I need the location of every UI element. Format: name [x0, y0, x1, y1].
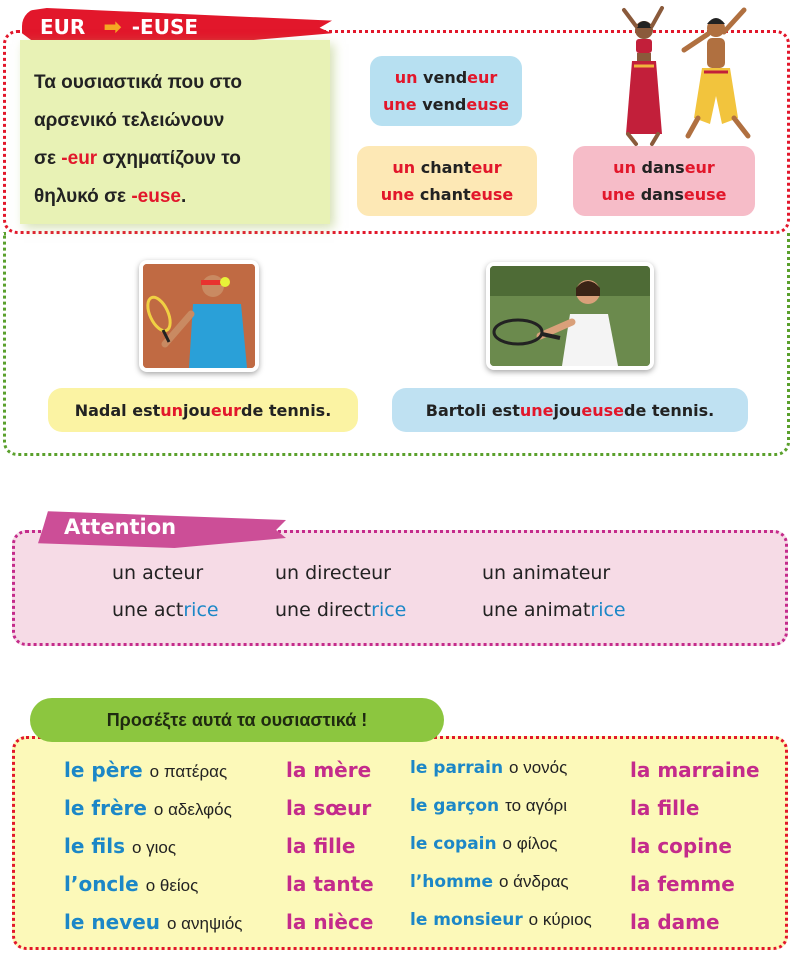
pill-line: une vendeuse [383, 95, 509, 114]
attention-word-m: un directeur [275, 562, 391, 584]
vocab-masc-2: l’homme ο άνδρας [410, 872, 569, 892]
vocab-fem-2: la dame [630, 910, 720, 934]
vocab-masc: le neveu ο ανηψιός [64, 910, 243, 934]
vocab-fem: la nièce [286, 910, 374, 934]
nadal-photo [139, 260, 259, 372]
pill-line: une chanteuse [380, 185, 514, 204]
vocab-fem: la sœur [286, 796, 372, 820]
rule-line-3: σε -eur σχηματίζουν το [34, 148, 241, 169]
dancers-illustration [618, 6, 772, 148]
title-eur: EUR [40, 15, 86, 39]
vocab-masc: le père ο πατέρας [64, 758, 228, 782]
pill-danseur [573, 146, 755, 216]
tennis-player-icon [143, 264, 255, 368]
pill-line: un chanteur [392, 158, 502, 177]
pill-chanteur [357, 146, 537, 216]
vocab-masc-2: le copain ο φίλος [410, 834, 558, 854]
female-dancer-figure [624, 8, 662, 144]
vocab-fem-2: la marraine [630, 758, 760, 782]
pill-line: un vendeur [394, 68, 498, 87]
vocab-fem: la fille [286, 834, 356, 858]
male-dancer-figure [684, 10, 748, 136]
pill-line: une danseuse [601, 185, 727, 204]
tennis-player-icon [490, 266, 650, 366]
attention-box [12, 530, 788, 646]
vocab-masc: le fils ο γιος [64, 834, 177, 858]
vocab-masc-2: le garçon το αγόρι [410, 796, 567, 816]
bartoli-photo [486, 262, 654, 370]
right-arrow-icon: ➡ [103, 14, 122, 40]
vocab-masc-2: le parrain ο νονός [410, 758, 568, 778]
attention-word-f: une animatrice [482, 599, 626, 621]
attention-word-m: un acteur [112, 562, 204, 584]
attention-word-m: un animateur [482, 562, 611, 584]
rule-text [34, 64, 324, 216]
section-title [40, 13, 198, 41]
rule-line-4: θηλυκό σε -euse. [34, 186, 187, 207]
vocab-fem: la tante [286, 872, 374, 896]
vocab-fem: la mère [286, 758, 372, 782]
pill-vendeur [370, 56, 522, 126]
sentence-nadal: Nadal est un jou eur de tennis. [48, 388, 358, 432]
vocab-fem-2: la fille [630, 796, 700, 820]
sentence-bartoli: Bartoli est une jou euse de tennis. [392, 388, 748, 432]
pill-line: un danseur [613, 158, 715, 177]
title-euse: -EUSE [131, 15, 199, 39]
rule-line-2: αρσενικό τελειώνουν [34, 110, 225, 131]
vocab-masc: le frère ο αδελφός [64, 796, 232, 820]
rule-line-1: Τα ουσιαστικά που στο [34, 72, 242, 93]
attention-label: Attention [64, 515, 177, 539]
vocab-fem-2: la femme [630, 872, 735, 896]
vocab-masc-2: le monsieur ο κύριος [410, 910, 592, 930]
vocabulary-title: Προσέξτε αυτά τα ουσιαστικά ! [30, 698, 444, 742]
vocab-fem-2: la copine [630, 834, 732, 858]
vocab-masc: l’oncle ο θείος [64, 872, 199, 896]
attention-word-f: une actrice [112, 599, 219, 621]
attention-word-f: une directrice [275, 599, 407, 621]
